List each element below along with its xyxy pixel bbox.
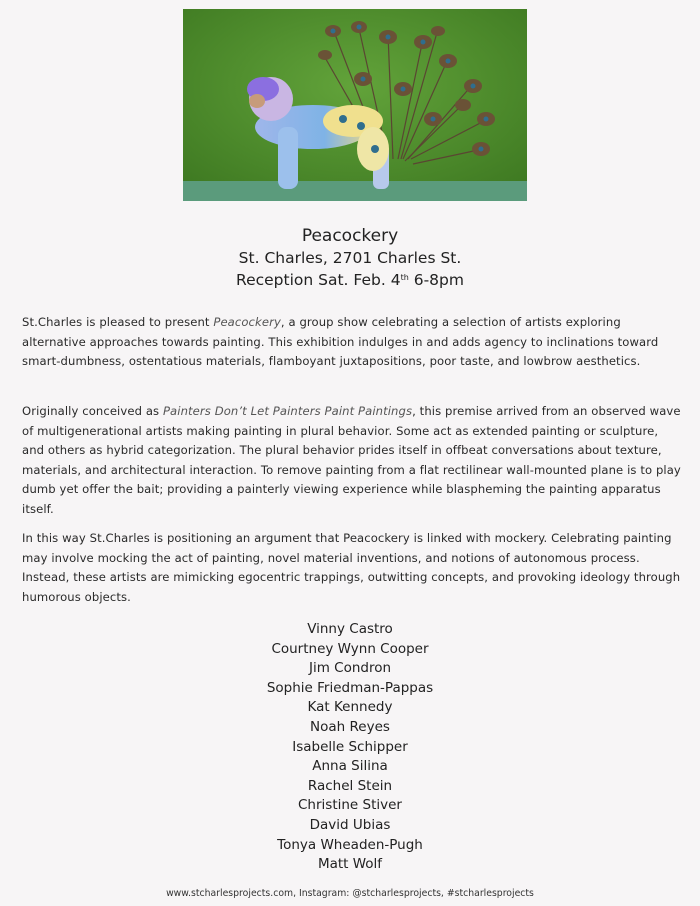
paragraph-argument: In this way St.Charles is positioning an argument that Peacockery is linked with mockery. Celebrating painting may involve mocking the act of painting, novel material inventions, and notions of autonomous process. Instead, these artists are mimicking egocentric trappings, outwitting concepts, and provoking ideology through humorous objects.: [22, 531, 681, 604]
exhibition-title: Peacockery: [301, 226, 399, 246]
text: Originally conceived as: [22, 404, 163, 418]
artist-name: Matt Wolf: [317, 856, 383, 873]
reception-text: Reception Sat. Feb. 4: [236, 271, 401, 289]
paragraph-origin: [22, 402, 682, 519]
text: , a group show celebrating a selection of artists exploring alternative approaches towards painting. This exhibition indulges in and adds agency to inclinations toward smart-dumbness, ostentatious materials, flamboyant juxtapositions, poor taste, and lowbrow aesthetics.: [22, 315, 659, 368]
text: St.Charles is pleased to present: [22, 315, 214, 329]
paragraph-intro: [22, 313, 682, 372]
artist-name: Courtney Wynn Cooper: [271, 640, 429, 657]
exhibition-photo: [183, 9, 527, 201]
contact-footer: www.stcharlesprojects.com, Instagram: @stcharlesprojects, #stcharlesprojects: [166, 888, 534, 899]
show-title-italic: Peacockery: [213, 315, 281, 329]
artist-name: Isabelle Schipper: [292, 738, 408, 755]
artist-name: Tonya Wheaden-Pugh: [277, 836, 423, 853]
artist-name: Jim Condron: [308, 660, 392, 677]
artist-name: Sophie Friedman-Pappas: [266, 679, 434, 696]
original-title-italic: Painters Don’t Let Painters Paint Paintings: [162, 404, 413, 418]
reception-time: 6-8pm: [408, 271, 464, 289]
artist-name: Kat Kennedy: [307, 699, 393, 716]
artist-name: Vinny Castro: [307, 621, 393, 637]
poodle-peacock-photo-icon: [183, 9, 527, 201]
text: , this premise arrived from an observed wave of multigenerational artists making painting in plural behavior. Some act as extended painting or sculpture, and others as hybrid categorization. The plural behavior prides itself in offbeat conversations about texture, materials, and architectural interaction. To remove painting from a flat rectilinear wall-mounted plane is to play dumb yet offer the bait; providing a painterly viewing experience while blaspheming the painting apparatus itself.: [22, 404, 681, 516]
artist-name: Anna Silina: [312, 758, 388, 775]
artist-list: [0, 620, 700, 875]
artist-name: Noah Reyes: [310, 718, 390, 735]
venue-address: St. Charles, 2701 Charles St.: [238, 249, 462, 267]
artist-name: Christine Stiver: [298, 797, 402, 814]
reception-info: [0, 271, 700, 289]
reception-sup: th: [400, 273, 409, 282]
artist-name: David Ubias: [309, 816, 391, 833]
artist-name: Rachel Stein: [307, 777, 393, 794]
